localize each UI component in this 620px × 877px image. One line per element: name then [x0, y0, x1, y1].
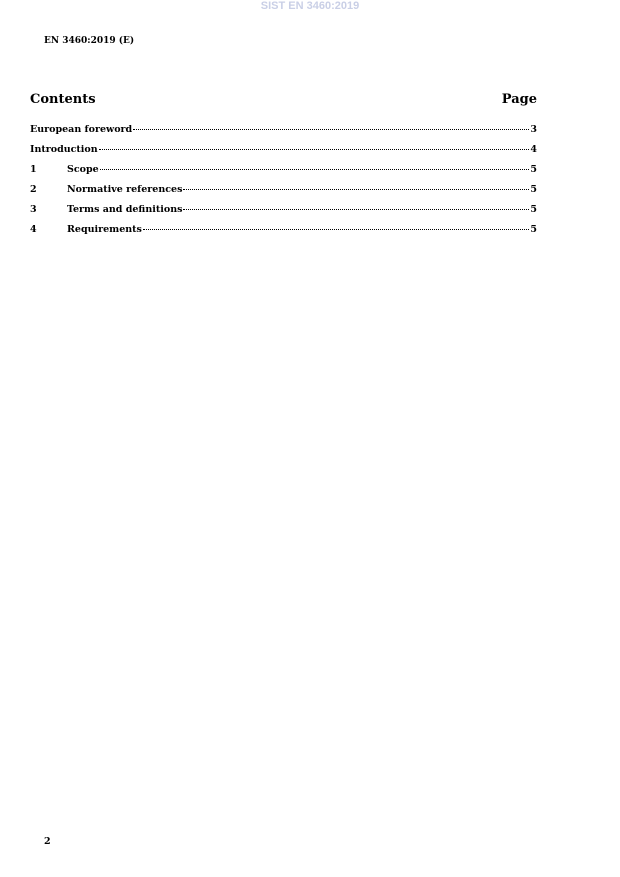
toc-entry-terms-and-definitions[interactable]: [30, 204, 537, 224]
page-column-label: Page: [501, 92, 537, 107]
document-id-header: EN 3460:2019 (E): [44, 36, 135, 46]
toc-entry-page: 5: [530, 184, 537, 195]
toc-entry-number: 2: [30, 184, 37, 195]
toc-dot-leader: [183, 209, 529, 210]
toc-entry-number: 3: [30, 204, 37, 215]
toc-dot-leader: [133, 129, 529, 130]
toc-entry-normative-references[interactable]: [30, 184, 537, 204]
toc-entry-page: 5: [530, 224, 537, 235]
toc-dot-leader: [99, 149, 530, 150]
contents-heading-row: [30, 92, 537, 107]
toc-dot-leader: [183, 189, 529, 190]
toc-entry-number: 4: [30, 224, 37, 235]
toc-entry-page: 4: [530, 144, 537, 155]
toc-dot-leader: [143, 229, 529, 230]
contents-title: Contents: [30, 92, 96, 107]
toc-entry-title: Introduction: [30, 144, 98, 155]
toc-entry-title: Scope: [67, 164, 99, 175]
toc-entry-page: 5: [530, 164, 537, 175]
watermark: SIST EN 3460:2019: [260, 0, 360, 12]
toc-entry-title: Normative references: [67, 184, 183, 195]
toc-entry-page: 3: [530, 124, 537, 135]
toc-entry-introduction[interactable]: [30, 144, 537, 164]
toc-entry-title: European foreword: [30, 124, 133, 135]
toc-entry-number: 1: [30, 164, 37, 175]
toc-dot-leader: [100, 169, 530, 170]
toc-entry-european-foreword[interactable]: [30, 124, 537, 144]
table-of-contents: [30, 124, 537, 244]
toc-entry-title: Requirements: [67, 224, 142, 235]
toc-entry-requirements[interactable]: [30, 224, 537, 244]
toc-entry-title: Terms and definitions: [67, 204, 183, 215]
page-number: 2: [44, 836, 51, 847]
toc-entry-scope[interactable]: [30, 164, 537, 184]
toc-entry-page: 5: [530, 204, 537, 215]
